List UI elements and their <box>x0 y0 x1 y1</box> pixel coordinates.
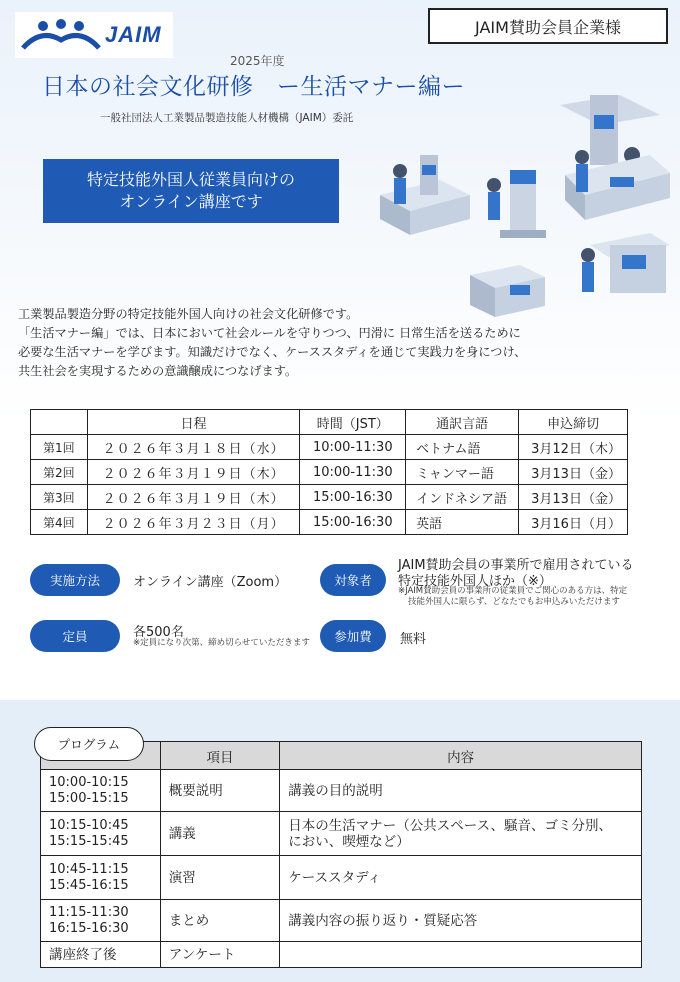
schedule-language: ミャンマー語 <box>406 460 519 485</box>
program-item: 演習 <box>160 856 280 900</box>
program-time <box>41 900 161 942</box>
program-section <box>40 737 642 968</box>
program-time <box>41 770 161 812</box>
program-content-1: ケーススタディ <box>288 869 381 886</box>
schedule-header-round <box>31 410 88 435</box>
capacity-value: 各500名 <box>133 625 184 640</box>
schedule-date: ２０２６年３月２３日（月） <box>87 510 300 535</box>
program-time <box>41 812 161 856</box>
program-content <box>280 812 642 856</box>
schedule-deadline: 3月13日（金） <box>519 485 628 510</box>
schedule-table <box>30 409 628 535</box>
table-row <box>41 900 642 942</box>
program-content-1: 日本の生活マナー（公共スペース、騒音、ゴミ分別、 <box>288 817 612 834</box>
schedule-header-row <box>31 410 628 435</box>
program-time-1: 10:45-11:15 <box>49 861 129 877</box>
schedule-time: 15:00-16:30 <box>300 485 406 510</box>
program-header-content: 内容 <box>280 742 642 770</box>
schedule-language: ベトナム語 <box>406 435 519 460</box>
schedule-time: 10:00-11:30 <box>300 460 406 485</box>
schedule-header-language: 通訳言語 <box>406 410 519 435</box>
program-content <box>280 770 642 812</box>
logo-text: JAIM <box>105 22 162 47</box>
program-time-2: 15:00-15:15 <box>49 790 129 806</box>
table-row <box>41 812 642 856</box>
schedule-date: ２０２６年３月１９日（木） <box>87 485 300 510</box>
capacity-note: ※定員になり次第、締め切らせていただきます <box>133 638 310 648</box>
program-item: 講義 <box>160 812 280 856</box>
schedule-round: 第1回 <box>31 435 88 460</box>
jaim-logo <box>15 12 173 58</box>
program-table <box>40 741 642 968</box>
program-time-2: 16:15-16:30 <box>49 920 129 936</box>
target-note-1: ※JAIM賛助会員の事業所の従業員でご関心のある方は、特定 <box>398 586 628 596</box>
intro-line-1: 工業製品製造分野の特定技能外国人向けの社会文化研修です。 <box>18 307 359 321</box>
banner-line-1: 特定技能外国人従業員向けの <box>86 170 295 189</box>
program-content <box>280 900 642 942</box>
program-item: 概要説明 <box>160 770 280 812</box>
schedule-language: 英語 <box>406 510 519 535</box>
schedule-date: ２０２６年３月１８日（水） <box>87 435 300 460</box>
factory-illustration <box>360 95 670 325</box>
program-content-2: におい、喫煙など） <box>288 833 410 850</box>
schedule-round: 第2回 <box>31 460 88 485</box>
program-item: まとめ <box>160 900 280 942</box>
table-row <box>41 856 642 900</box>
audience-banner <box>43 159 339 223</box>
fee-value: 無料 <box>400 632 427 647</box>
schedule-round: 第3回 <box>31 485 88 510</box>
table-row <box>41 942 642 968</box>
intro-line-3: 必要な生活マナーを学びます。知識だけでなく、ケーススタディを通じて実践力を身につけ、 <box>18 345 527 359</box>
schedule-deadline: 3月16日（月） <box>519 510 628 535</box>
method-label: 実施方法 <box>30 564 120 596</box>
table-row <box>41 770 642 812</box>
schedule-time: 15:00-16:30 <box>300 510 406 535</box>
intro-line-4: 共生社会を実現するための意識醸成につなげます。 <box>18 364 298 378</box>
target-line-1: JAIM賛助会員の事業所で雇用されている <box>398 558 634 573</box>
schedule-deadline: 3月12日（木） <box>519 435 628 460</box>
capacity-label: 定員 <box>30 620 120 652</box>
target-line-2: 特定技能外国人ほか（※） <box>398 574 552 589</box>
program-time <box>41 856 161 900</box>
schedule-round: 第4回 <box>31 510 88 535</box>
program-item: アンケート <box>160 942 280 968</box>
schedule-header-time: 時間（JST） <box>300 410 406 435</box>
fiscal-year: 2025年度 <box>230 54 285 68</box>
fee-label: 参加費 <box>320 620 386 652</box>
sponsor-label: JAIM賛助会員企業様 <box>428 8 668 44</box>
program-content-1: 講義内容の振り返り・質疑応答 <box>288 912 478 929</box>
program-time-2: 15:15-15:45 <box>49 833 129 849</box>
program-header-item: 項目 <box>160 742 280 770</box>
schedule-header-date: 日程 <box>87 410 300 435</box>
program-time-1: 10:15-10:45 <box>49 817 129 833</box>
schedule-language: インドネシア語 <box>406 485 519 510</box>
target-label: 対象者 <box>320 564 386 596</box>
program-time-1: 11:15-11:30 <box>49 904 129 920</box>
program-content <box>280 942 642 968</box>
program-time: 講座終了後 <box>41 942 161 968</box>
schedule-date: ２０２６年３月１９日（木） <box>87 460 300 485</box>
schedule-time: 10:00-11:30 <box>300 435 406 460</box>
schedule-header-deadline: 申込締切 <box>519 410 628 435</box>
banner-line-2: オンライン講座です <box>119 192 263 211</box>
intro-text <box>18 305 578 381</box>
program-time-1: 10:00-10:15 <box>49 774 129 790</box>
table-row <box>31 510 628 535</box>
target-note-2: 技能外国人に限らず、どなたでもお申込みいただけます <box>408 597 620 607</box>
jaim-logo-mark-icon <box>21 18 101 52</box>
intro-line-2: 「生活マナー編」では、日本において社会ルールを守りつつ、円滑に 日常生活を送るために <box>18 326 521 340</box>
schedule-deadline: 3月13日（金） <box>519 460 628 485</box>
table-row <box>31 485 628 510</box>
table-row <box>31 460 628 485</box>
program-content <box>280 856 642 900</box>
commissioned-by: 一般社団法人工業製品製造技能人材機構（JAIM）委託 <box>100 112 354 124</box>
program-content-1: 講義の目的説明 <box>288 782 383 799</box>
table-row <box>31 435 628 460</box>
method-value: オンライン講座（Zoom） <box>133 575 288 590</box>
page-title: 日本の社会文化研修 ー生活マナー編ー <box>42 74 465 100</box>
program-tab-label: プログラム <box>34 727 144 761</box>
program-time-2: 15:45-16:15 <box>49 877 129 893</box>
